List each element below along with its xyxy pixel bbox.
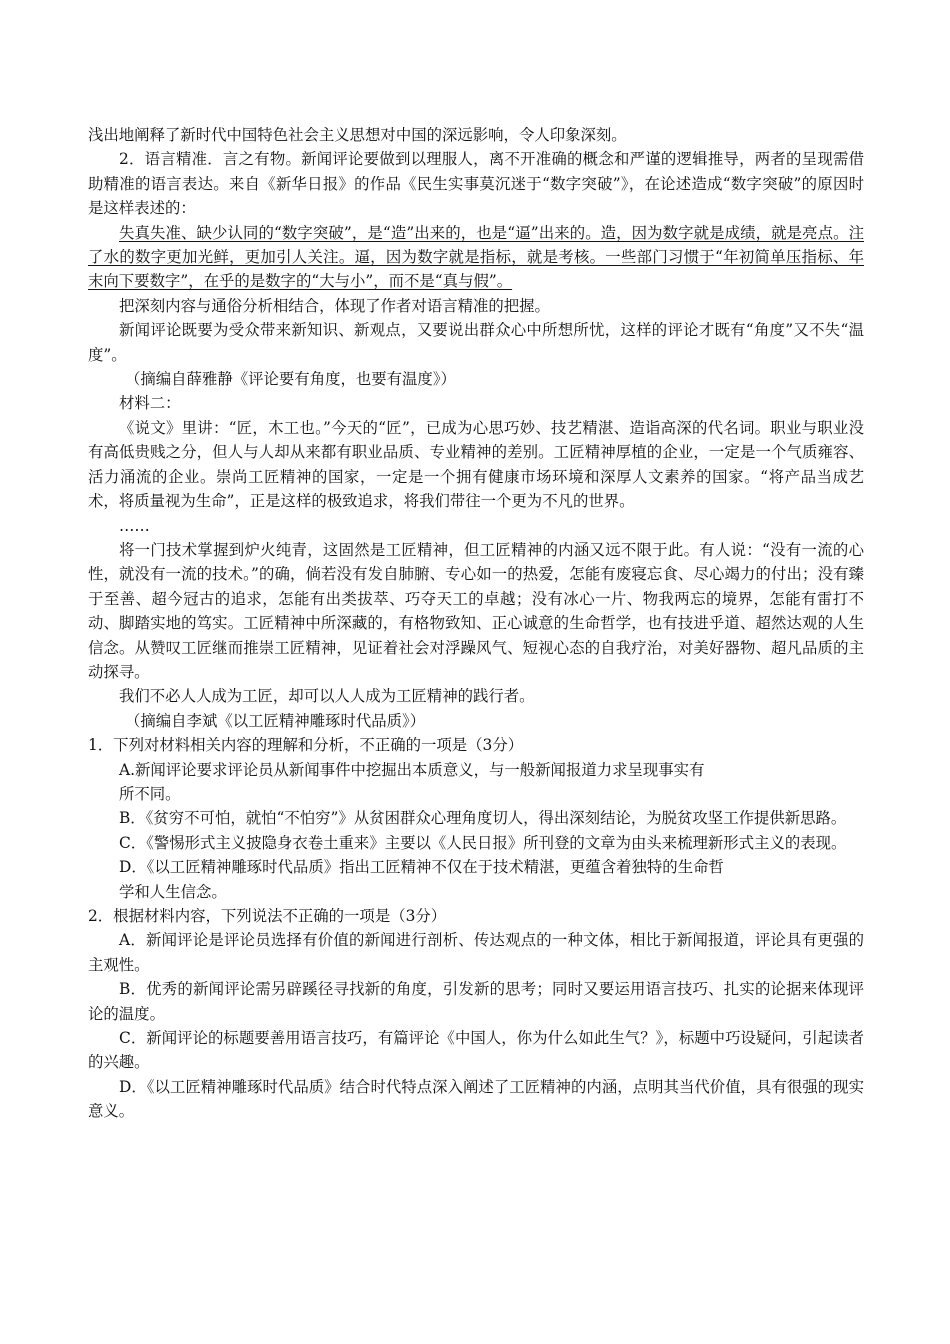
question1-option-b: B．《贫穷不可怕，就怕“不怕穷”》从贫困群众心理角度切人，得出深刻结论，为脱贫攻坚工作提供新思路。 <box>119 809 847 828</box>
question2-option-d: D．《以工匠精神雕琢时代品质》结合时代特点深入阐述了工匠精神的内涵，点明其当代价值，具有很强的现实意义。 <box>88 1077 864 1121</box>
material2-para1: 《说文》里讲：“匠，木工也。”今天的“匠”，已成为心思巧妙、技艺精湛、造诣高深的代名词。职业与职业没有高低贵贱之分，但人与人却从来都有职业品质、专业精神的差别。工匠精神厚植的企业，一定是一个气质雍容、活力涌流的企业。崇尚工匠精神的国家，一定是一个拥有健康市场环境和深厚人文素养的国家。“将产品当成艺术，将质量视为生命”，正是这样的极致追求，将我们带往一个更为不凡的世界。 <box>88 418 864 511</box>
question1-option-a-line2: 所不同。 <box>119 784 181 803</box>
question1-option-a-line1: A.新闻评论要求评论员从新闻事件中挖掘出本质意义，与一般新闻报道力求呈现事实有 <box>119 760 705 779</box>
question1-option-d-line1: D．《以工匠精神雕琢时代品质》指出工匠精神不仅在于技术精湛，更蕴含着独特的生命哲 <box>119 858 724 877</box>
question1-stem: 1．下列对材料相关内容的理解和分析，不正确的一项是（3分） <box>88 736 524 755</box>
material2-source: （摘编自李斌《以工匠精神雕琢时代品质》） <box>125 711 426 730</box>
material2-ellipsis: …… <box>119 516 150 535</box>
question1-option-d-line2: 学和人生信念。 <box>119 882 227 901</box>
material1-comment: 把深刻内容与通俗分析相结合，体现了作者对语言精准的把握。 <box>119 296 550 315</box>
material1-line0: 浅出地阐释了新时代中国特色社会主义思想对中国的深远影响，令人印象深刻。 <box>88 126 627 144</box>
material2-para3: 我们不必人人成为工匠，却可以人人成为工匠精神的践行者。 <box>119 687 535 706</box>
document-page <box>88 123 864 1124</box>
question2-option-a: A．新闻评论是评论员选择有价值的新闻进行剖析、传达观点的一种文体，相比于新闻报道，评论具有更强的主观性。 <box>88 931 864 974</box>
material1-quote: 失真失准、缺少认同的“数字突破”，是“造”出来的，也是“逼”出来的。造，因为数字就是成绩，就是亮点。注了水的数字更加光鲜，更加引人关注。逼，因为数字就是指标，就是考核。一些部门习惯于“年初简单压指标、年末向下要数字”，在乎的是数字的“大与小”，而不是“真与假”。 <box>88 223 864 291</box>
question2-stem: 2．根据材料内容，下列说法不正确的一项是（3分） <box>88 907 447 925</box>
question1-option-c: C．《警惕形式主义披隐身衣卷土重来》主要以《人民日报》所刊登的文章为由头来梳理新形式主义的表现。 <box>119 833 847 852</box>
material2-heading: 材料二： <box>119 394 181 413</box>
question2-option-b: B．优秀的新闻评论需另辟蹊径寻找新的角度，引发新的思考；同时又要运用语言技巧、扎实的论据来体现评论的温度。 <box>88 980 864 1023</box>
material2-para2: 将一门技术掌握到炉火纯青，这固然是工匠精神，但工匠精神的内涵又远不限于此。有人说：“没有一流的心性，就没有一流的技术。”的确，倘若没有发自肺腑、专心如一的热爱，怎能有废寝忘食、尽心竭力的付出；没有臻于至善、超今冠古的追求，怎能有出类拔萃、巧夺天工的卓越；没有冰心一片、物我两忘的境界，怎能有雷打不动、脚踏实地的笃实。工匠精神中所深藏的，有格物致知、正心诚意的生命哲学，也有技进乎道、超然达观的人生信念。从赞叹工匠继而推崇工匠精神，见证着社会对浮躁风气、短视心态的自我疗治，对美好器物、超凡品质的主动探寻。 <box>88 540 864 681</box>
material1-conclusion: 新闻评论既要为受众带来新知识、新观点，又要说出群众心中所想所忧，这样的评论才既有“角度”又不失“温度”。 <box>88 321 864 364</box>
material1-point2: 2．语言精准．言之有物。新闻评论要做到以理服人，离不开准确的概念和严谨的逻辑推导，两者的呈现需借助精准的语言表达。来自《新华日报》的作品《民生实事莫沉迷于“数字突破”》，在论述造成“数字突破”的原因时是这样表述的： <box>88 150 864 218</box>
material1-source: （摘编自薛雅静《评论要有角度，也要有温度》） <box>125 370 456 389</box>
question2-option-c: C．新闻评论的标题要善用语言技巧，有篇评论《中国人，你为什么如此生气？》，标题中巧设疑问，引起读者的兴趣。 <box>88 1029 864 1072</box>
